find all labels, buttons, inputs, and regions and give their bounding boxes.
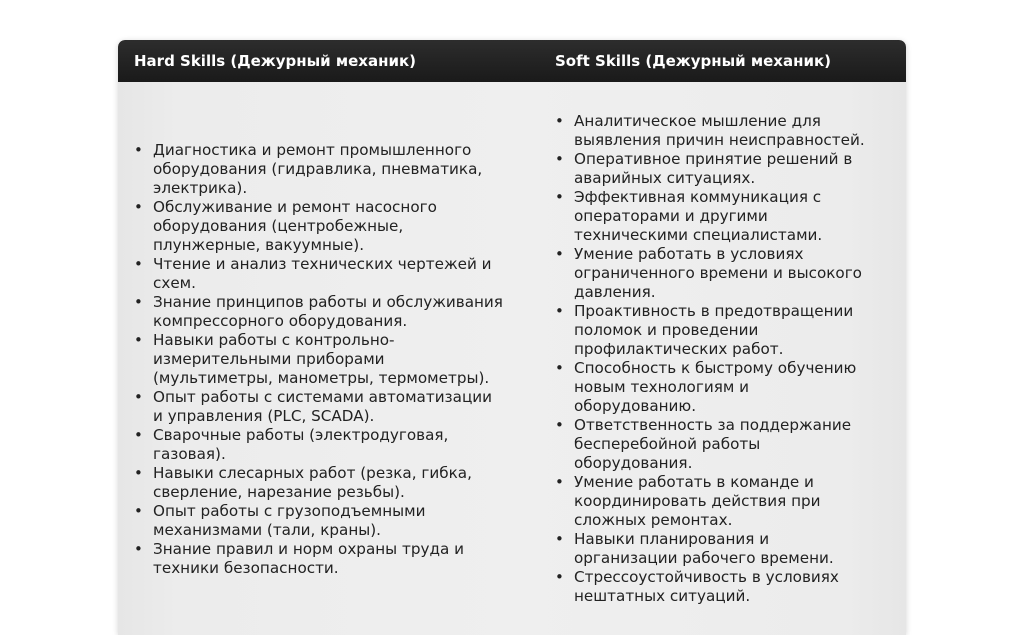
list-item-text-line: Диагностика и ремонт промышленного	[153, 141, 472, 159]
soft-skill-item	[539, 568, 899, 606]
hard-skill-item	[118, 141, 528, 198]
list-item-text-line: механизмами (тали, краны).	[153, 521, 381, 539]
list-item-text-line: Навыки планирования и	[574, 530, 770, 548]
soft-skill-item	[539, 302, 899, 359]
list-item-text-line: схем.	[153, 274, 196, 292]
soft-skills-list	[539, 112, 899, 606]
table-header-row	[118, 40, 906, 82]
soft-skill-item	[539, 473, 899, 530]
bullet-icon: •	[134, 502, 143, 520]
list-item-text-line: бесперебойной работы	[574, 435, 761, 453]
list-item-text-line: Чтение и анализ технических чертежей и	[153, 255, 492, 273]
list-item-text-line: нештатных ситуаций.	[574, 587, 751, 605]
hard-skills-list	[118, 141, 528, 578]
hard-skill-item	[118, 540, 528, 578]
list-item-text-line: газовая).	[153, 445, 226, 463]
list-item-text-line: Опыт работы с грузоподъемными	[153, 502, 426, 520]
list-item-text-line: оборудования (гидравлика, пневматика,	[153, 160, 483, 178]
list-item-text-line: Умение работать в условиях	[574, 245, 804, 263]
list-item-text-line: (мультиметры, манометры, термометры).	[153, 369, 490, 387]
list-item-text-line: профилактических работ.	[574, 340, 784, 358]
hard-skill-item	[118, 502, 528, 540]
list-item-text-line: Ответственность за поддержание	[574, 416, 852, 434]
bullet-icon: •	[555, 112, 564, 130]
bullet-icon: •	[134, 331, 143, 349]
bullet-icon: •	[134, 198, 143, 216]
bullet-icon: •	[555, 530, 564, 548]
list-item-text-line: компрессорного оборудования.	[153, 312, 408, 330]
bullet-icon: •	[134, 255, 143, 273]
list-item-text-line: оборудования (центробежные,	[153, 217, 404, 235]
soft-skill-item	[539, 530, 899, 568]
list-item-text-line: техническими специалистами.	[574, 226, 823, 244]
list-item-text-line: Опыт работы с системами автоматизации	[153, 388, 493, 406]
bullet-icon: •	[134, 426, 143, 444]
list-item-text-line: Эффективная коммуникация с	[574, 188, 822, 206]
soft-skill-item	[539, 416, 899, 473]
list-item-text-line: новым технологиям и	[574, 378, 749, 396]
list-item-text-line: операторами и другими	[574, 207, 768, 225]
list-item-text-line: плунжерные, вакуумные).	[153, 236, 365, 254]
list-item-text-line: давления.	[574, 283, 656, 301]
list-item-text-line: организации рабочего времени.	[574, 549, 834, 567]
bullet-icon: •	[555, 568, 564, 586]
list-item-text-line: измерительными приборами	[153, 350, 385, 368]
list-item-text-line: Обслуживание и ремонт насосного	[153, 198, 437, 216]
bullet-icon: •	[555, 473, 564, 491]
hard-skills-header: Hard Skills (Дежурный механик)	[134, 52, 417, 70]
list-item-text-line: сложных ремонтах.	[574, 511, 733, 529]
list-item-text-line: аварийных ситуациях.	[574, 169, 756, 187]
list-item-text-line: Оперативное принятие решений в	[574, 150, 853, 168]
list-item-text-line: Аналитическое мышление для	[574, 112, 821, 130]
soft-skill-item	[539, 188, 899, 245]
list-item-text-line: и управления (PLC, SCADA).	[153, 407, 375, 425]
bullet-icon: •	[134, 293, 143, 311]
bullet-icon: •	[134, 540, 143, 558]
list-item-text-line: Знание принципов работы и обслуживания	[153, 293, 503, 311]
list-item-text-line: оборудования.	[574, 454, 693, 472]
hard-skill-item	[118, 388, 528, 426]
soft-skill-item	[539, 245, 899, 302]
bullet-icon: •	[555, 245, 564, 263]
soft-skill-item	[539, 112, 899, 150]
bullet-icon: •	[555, 188, 564, 206]
list-item-text-line: Знание правил и норм охраны труда и	[153, 540, 464, 558]
soft-skill-item	[539, 150, 899, 188]
list-item-text-line: Способность к быстрому обучению	[574, 359, 857, 377]
list-item-text-line: сверление, нарезание резьбы).	[153, 483, 405, 501]
bullet-icon: •	[555, 150, 564, 168]
list-item-text-line: Умение работать в команде и	[574, 473, 814, 491]
bullet-icon: •	[555, 416, 564, 434]
hard-skill-item	[118, 464, 528, 502]
list-item-text-line: поломок и проведении	[574, 321, 759, 339]
list-item-text-line: Стрессоустойчивость в условиях	[574, 568, 839, 586]
hard-skill-item	[118, 293, 528, 331]
soft-skill-item	[539, 359, 899, 416]
bullet-icon: •	[555, 359, 564, 377]
list-item-text-line: Сварочные работы (электродуговая,	[153, 426, 449, 444]
list-item-text-line: Навыки работы с контрольно-	[153, 331, 395, 349]
bullet-icon: •	[134, 388, 143, 406]
hard-skill-item	[118, 198, 528, 255]
hard-skill-item	[118, 331, 528, 388]
list-item-text-line: координировать действия при	[574, 492, 821, 510]
list-item-text-line: Проактивность в предотвращении	[574, 302, 854, 320]
skills-table	[118, 40, 906, 635]
bullet-icon: •	[555, 302, 564, 320]
list-item-text-line: оборудованию.	[574, 397, 697, 415]
bullet-icon: •	[134, 464, 143, 482]
list-item-text-line: техники безопасности.	[153, 559, 339, 577]
list-item-text-line: электрика).	[153, 179, 248, 197]
hard-skill-item	[118, 255, 528, 293]
bullet-icon: •	[134, 141, 143, 159]
soft-skills-header: Soft Skills (Дежурный механик)	[555, 52, 832, 70]
list-item-text-line: Навыки слесарных работ (резка, гибка,	[153, 464, 472, 482]
list-item-text-line: ограниченного времени и высокого	[574, 264, 862, 282]
hard-skill-item	[118, 426, 528, 464]
list-item-text-line: выявления причин неисправностей.	[574, 131, 865, 149]
